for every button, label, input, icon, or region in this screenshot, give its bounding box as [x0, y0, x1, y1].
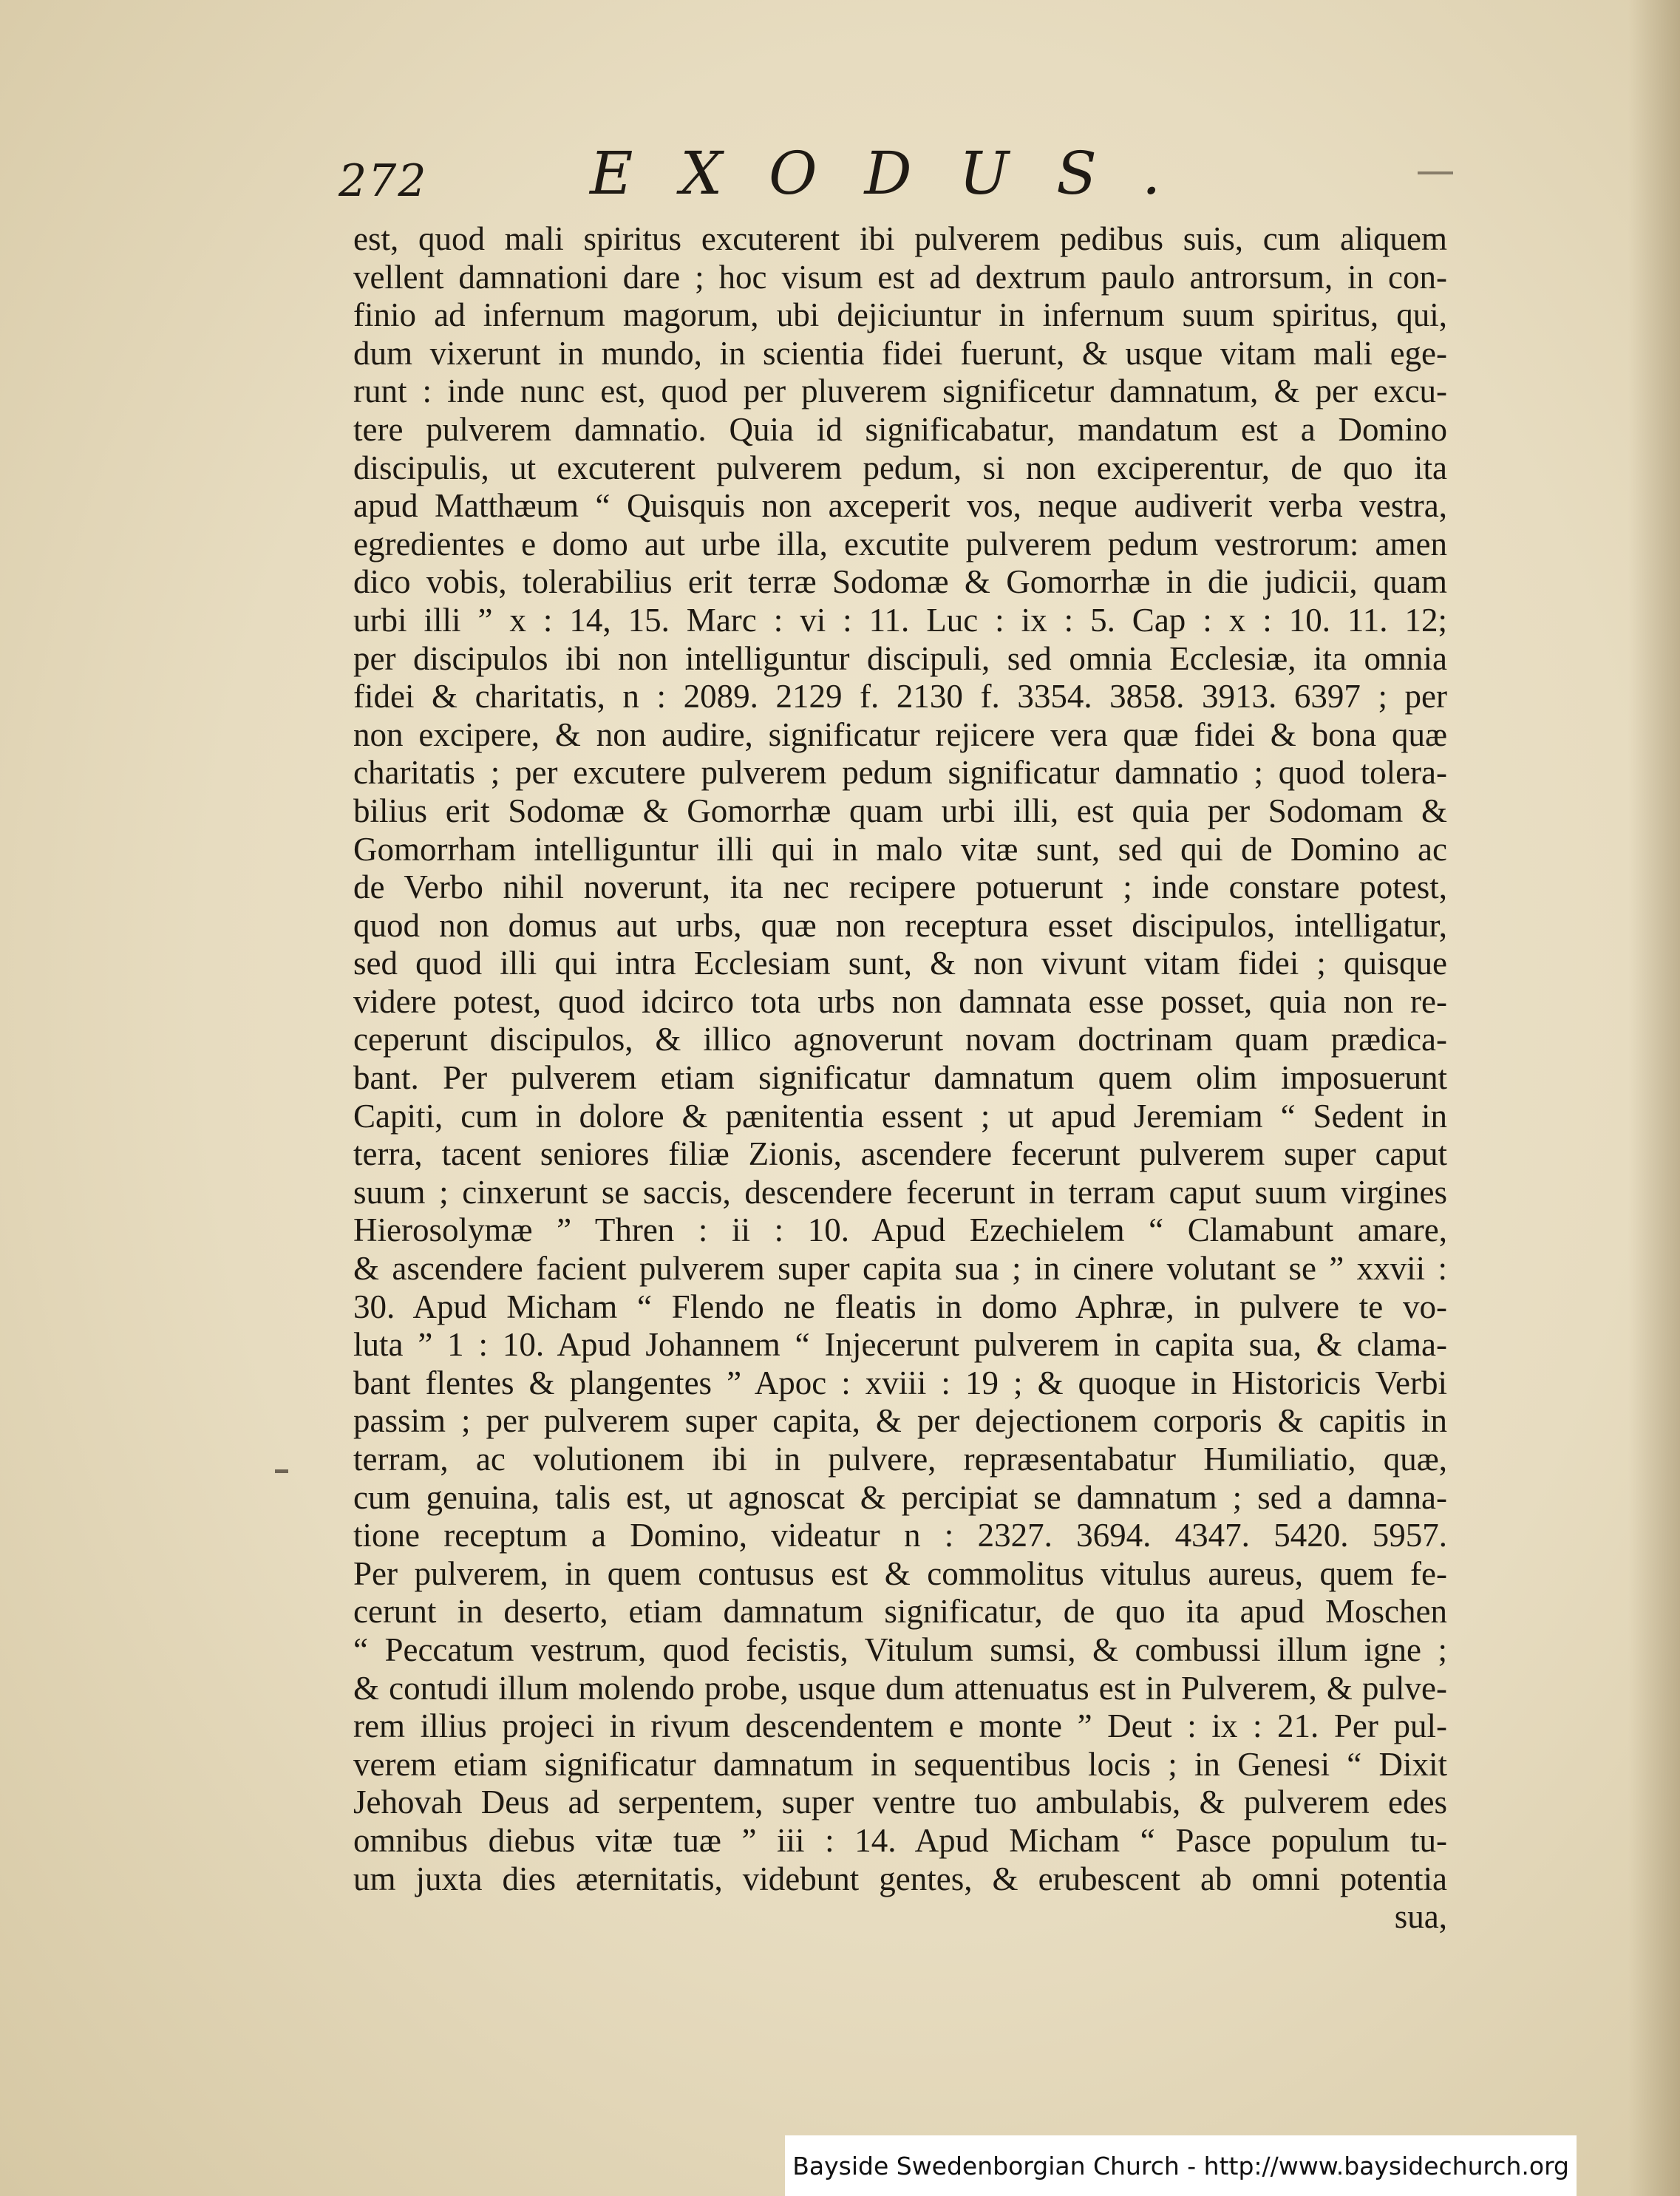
text-line: terra, tacent seniores filiæ Zionis, ascendere fecerunt pulverem super caput: [353, 1135, 1447, 1173]
text-line: bilius erit Sodomæ & Gomorrhæ quam urbi illi, est quia per Sodomam &: [353, 792, 1447, 829]
text-line: Gomorrham intelliguntur illi qui in malo vitæ sunt, sed qui de Domino ac: [353, 830, 1447, 868]
watermark-banner: [785, 2135, 1577, 2196]
page-header: [339, 139, 1462, 220]
text-line: quod non domus aut urbs, quæ non receptura esset discipulos, intelligatur,: [353, 906, 1447, 944]
text-line: passim ; per pulverem super capita, & per dejectionem corporis & capitis in: [353, 1402, 1447, 1440]
text-line: vellent damnationi dare ; hoc visum est ad dextrum paulo antrorsum, in con-: [353, 258, 1447, 296]
text-line: bant. Per pulverem etiam significatur damnatum quem olim imposuerunt: [353, 1059, 1447, 1097]
text-line: sua,: [1394, 1898, 1447, 1936]
text-line: est, quod mali spiritus excuterent ibi pulverem pedibus suis, cum aliquem: [353, 220, 1447, 257]
text-line: fidei & charitatis, n : 2089. 2129 f. 2130 f. 3354. 3858. 3913. 6397 ; per: [353, 678, 1447, 715]
running-title: EXODUS.: [590, 139, 1208, 208]
page-edge-shadow: [1628, 0, 1680, 2196]
text-line: Hierosolymæ ” Thren : ii : 10. Apud Ezechielem “ Clamabunt amare,: [353, 1211, 1447, 1249]
text-line: Per pulverem, in quem contusus est & commolitus vitulus aureus, quem fe-: [353, 1554, 1447, 1592]
text-line: Capiti, cum in dolore & pænitentia essent ; ut apud Jeremiam “ Sedent in: [353, 1097, 1447, 1135]
text-line: “ Peccatum vestrum, quod fecistis, Vitulum sumsi, & combussi illum igne ;: [353, 1631, 1447, 1668]
text-line: charitatis ; per excutere pulverem pedum significatur damnatio ; quod tolera-: [353, 754, 1447, 792]
text-line: runt : inde nunc est, quod per pluverem significetur damnatum, & per excu-: [353, 373, 1447, 410]
text-line: sed quod illi qui intra Ecclesiam sunt, & non vivunt vitam fidei ; quisque: [353, 945, 1447, 982]
text-line: terram, ac volutionem ibi in pulvere, repræsentabatur Humiliatio, quæ,: [353, 1441, 1447, 1478]
text-line: Jehovah Deus ad serpentem, super ventre tuo ambulabis, & pulverem edes: [353, 1784, 1447, 1821]
text-line: dico vobis, tolerabilius erit terræ Sodomæ & Gomorrhæ in die judicii, quam: [353, 563, 1447, 601]
text-line: egredientes e domo aut urbe illa, excutite pulverem pedum vestrorum: amen: [353, 525, 1447, 562]
text-line: omnibus diebus vitæ tuæ ” iii : 14. Apud Micham “ Pasce populum tu-: [353, 1821, 1447, 1859]
text-line: cerunt in deserto, etiam damnatum significatur, de quo ita apud Moschen: [353, 1593, 1447, 1631]
text-line: ceperunt discipulos, & illico agnoverunt novam doctrinam quam prædica-: [353, 1021, 1447, 1058]
text-line: de Verbo nihil noverunt, ita nec recipere potuerunt ; inde constare potest,: [353, 868, 1447, 906]
text-line: dum vixerunt in mundo, in scientia fidei fuerunt, & usque vitam mali ege-: [353, 334, 1447, 372]
text-line: per discipulos ibi non intelliguntur discipuli, sed omnia Ecclesiæ, ita omnia: [353, 639, 1447, 677]
text-line: suum ; cinxerunt se saccis, descendere fecerunt in terram caput suum virgines: [353, 1173, 1447, 1211]
text-line: luta ” 1 : 10. Apud Johannem “ Injecerunt pulverem in capita sua, & clama-: [353, 1326, 1447, 1364]
text-line: tere pulverem damnatio. Quia id significabatur, mandatum est a Domino: [353, 410, 1447, 448]
text-line: non excipere, & non audire, significatur rejicere vera quæ fidei & bona quæ: [353, 715, 1447, 753]
margin-mark: [275, 1469, 288, 1473]
text-line: cum genuina, talis est, ut agnoscat & percipiat se damnatum ; sed a damna-: [353, 1478, 1447, 1516]
watermark-text: Bayside Swedenborgian Church - http://www.baysidechurch.org: [792, 2151, 1569, 2180]
text-line: rem illius projeci in rivum descendentem e monte ” Deut : ix : 21. Per pul-: [353, 1707, 1447, 1745]
body-text: [353, 220, 1447, 1937]
text-line: discipulis, ut excuterent pulverem pedum, si non exciperentur, de quo ita: [353, 449, 1447, 486]
text-line: tione receptum a Domino, videatur n : 2327. 3694. 4347. 5420. 5957.: [353, 1517, 1447, 1554]
page-number: 272: [339, 155, 428, 207]
text-line: finio ad infernum magorum, ubi dejiciuntur in infernum suum spiritus, qui,: [353, 296, 1447, 334]
text-line: 30. Apud Micham “ Flendo ne fleatis in domo Aphræ, in pulvere te vo-: [353, 1288, 1447, 1325]
text-line: apud Matthæum “ Quisquis non axceperit vos, neque audiverit verba vestra,: [353, 487, 1447, 525]
text-line: bant flentes & plangentes ” Apoc : xviii : 19 ; & quoque in Historicis Verbi: [353, 1364, 1447, 1401]
text-line: videre potest, quod idcirco tota urbs non damnata esse posset, quia non re-: [353, 982, 1447, 1020]
text-line: & contudi illum molendo probe, usque dum attenuatus est in Pulverem, & pulve-: [353, 1669, 1447, 1707]
text-line: & ascendere facient pulverem super capita sua ; in cinere volutant se ” xxvii :: [353, 1250, 1447, 1288]
text-line: verem etiam significatur damnatum in sequentibus locis ; in Genesi “ Dixit: [353, 1745, 1447, 1783]
header-mark: [1418, 171, 1453, 174]
text-line: um juxta dies æternitatis, videbunt gentes, & erubescent ab omni potentia: [353, 1860, 1447, 1897]
text-line: urbi illi ” x : 14, 15. Marc : vi : 11. Luc : ix : 5. Cap : x : 10. 11. 12;: [353, 601, 1447, 639]
